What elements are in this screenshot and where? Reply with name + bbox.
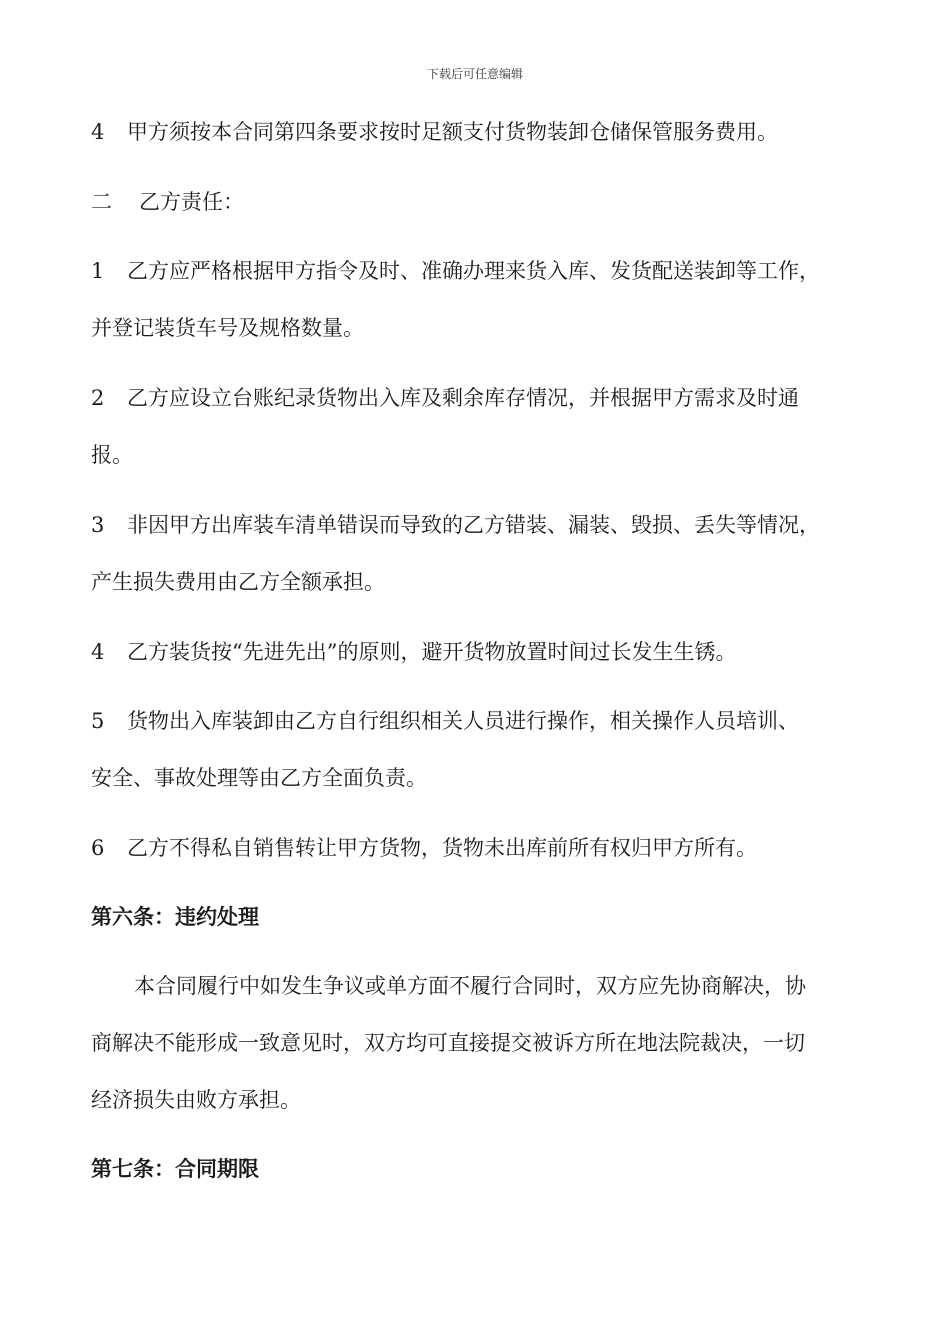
item-number: 6 xyxy=(91,836,105,860)
party-b-item-5-cont: 安全、事故处理等由乙方全面负责。 xyxy=(91,766,427,790)
party-b-item-1-cont: 并登记装货车号及规格数量。 xyxy=(91,316,364,340)
party-b-item-1 xyxy=(91,257,820,285)
article-7-title: 第七条：合同期限 xyxy=(91,1157,259,1181)
section-title: 乙方责任： xyxy=(139,190,244,214)
item-number: 1 xyxy=(91,259,105,283)
item-text: 甲方须按本合同第四条要求按时足额支付货物装卸仓储保管服务费用。 xyxy=(127,120,778,144)
section-number: 二 xyxy=(91,190,112,214)
item-number: 3 xyxy=(91,513,105,537)
party-b-item-2 xyxy=(91,384,799,412)
item-text-line1: 货物出入库装卸由乙方自行组织相关人员进行操作，相关操作人员培训、 xyxy=(127,709,799,733)
party-b-item-3-cont: 产生损失费用由乙方全额承担。 xyxy=(91,570,385,594)
party-b-item-4 xyxy=(91,638,736,666)
item-text-line1: 非因甲方出库装车清单错误而导致的乙方错装、漏装、毁损、丢失等情况， xyxy=(127,513,820,537)
item-text-line1: 乙方不得私自销售转让甲方货物，货物未出库前所有权归甲方所有。 xyxy=(127,836,757,860)
item-text-line1: 乙方装货按“先进先出”的原则，避开货物放置时间过长发生生锈。 xyxy=(127,640,737,664)
item-text-line1: 乙方应严格根据甲方指令及时、准确办理来货入库、发货配送装卸等工作， xyxy=(127,259,820,283)
article-6-line-2: 商解决不能形成一致意见时，双方均可直接提交被诉方所在地法院裁决，一切 xyxy=(91,1031,805,1055)
item-text-line1: 乙方应设立台账纪录货物出入库及剩余库存情况，并根据甲方需求及时通 xyxy=(127,386,799,410)
article-6-line-1: 本合同履行中如发生争议或单方面不履行合同时，双方应先协商解决，协 xyxy=(134,974,806,998)
page-header: 下载后可任意编辑 xyxy=(426,67,523,81)
item-number: 4 xyxy=(91,640,105,664)
item-number: 5 xyxy=(91,709,105,733)
party-b-heading xyxy=(91,188,244,216)
article-6-title: 第六条：违约处理 xyxy=(91,905,259,929)
party-b-item-5 xyxy=(91,707,799,735)
party-b-item-2-cont: 报。 xyxy=(91,443,133,467)
party-b-item-6 xyxy=(91,834,757,862)
article-6-line-3: 经济损失由败方承担。 xyxy=(91,1088,301,1112)
party-b-item-3 xyxy=(91,511,820,539)
item-number: 2 xyxy=(91,386,105,410)
party-a-item-4 xyxy=(91,118,778,146)
item-number: 4 xyxy=(91,120,105,144)
